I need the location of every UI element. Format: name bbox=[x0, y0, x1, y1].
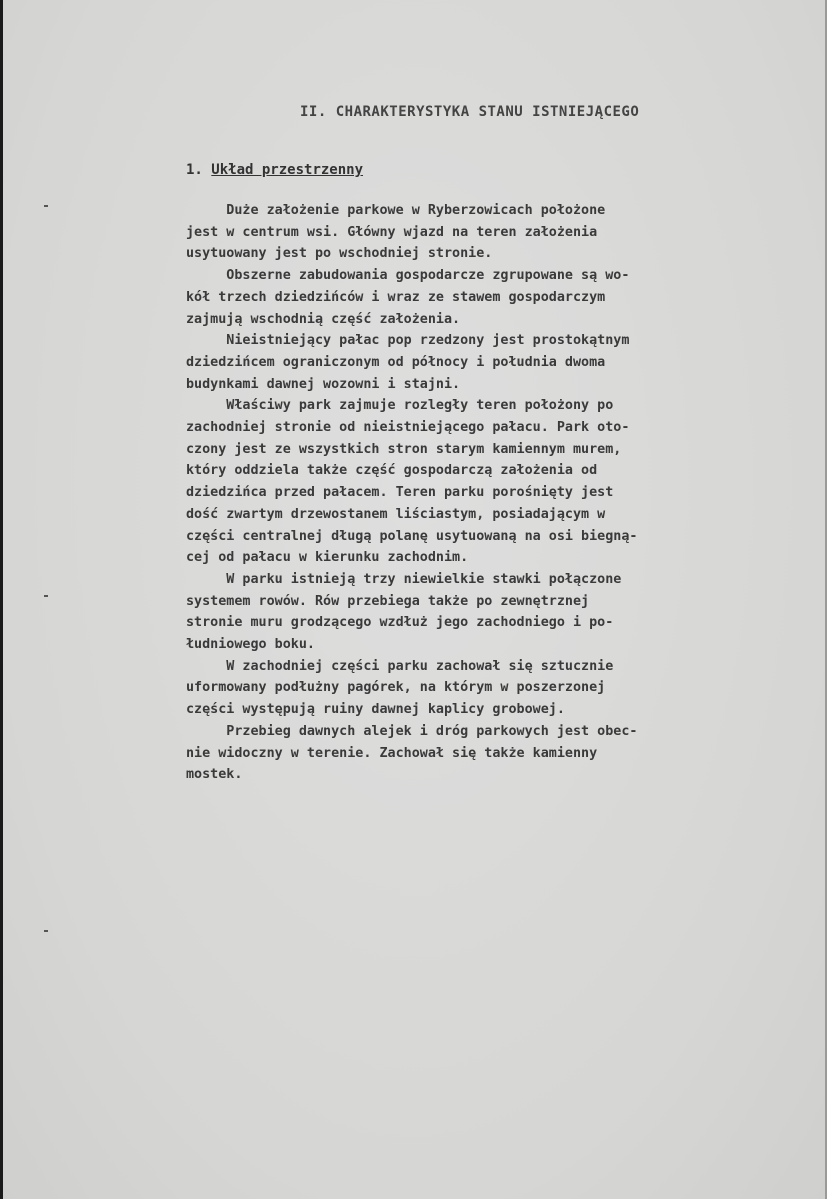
text-line: części występują ruiny dawnej kaplicy grobowej. bbox=[186, 702, 565, 718]
text-line: budynkami dawnej wozowni i stajni. bbox=[186, 376, 461, 392]
text-line: Nieistniejący pałac pop rzedzony jest prostokątnym bbox=[186, 333, 630, 349]
text-line: systemem rowów. Rów przebiega także po zewnętrznej bbox=[186, 593, 590, 609]
text-line: Przebieg dawnych alejek i dróg parkowych jest obec- bbox=[186, 723, 638, 739]
text-line: nie widoczny w terenie. Zachował się także kamienny bbox=[186, 745, 598, 761]
text-line: dość zwartym drzewostanem liściastym, posiadającym w bbox=[186, 506, 606, 522]
text-line: kół trzech dziedzińców i wraz ze stawem gospodarczym bbox=[186, 289, 606, 305]
text-line: zajmują wschodnią część założenia. bbox=[186, 311, 461, 327]
section-title-text: Układ przestrzenny bbox=[211, 162, 364, 178]
text-line: Obszerne zabudowania gospodarcze zgrupowane są wo- bbox=[186, 268, 630, 284]
margin-mark bbox=[44, 595, 48, 597]
section-title bbox=[186, 162, 363, 178]
text-line: łudniowego boku. bbox=[186, 637, 315, 653]
text-line: W parku istnieją trzy niewielkie stawki połączone bbox=[186, 571, 622, 587]
text-line: który oddziela także część gospodarczą założenia od bbox=[186, 463, 598, 479]
scan-edge-left bbox=[0, 0, 3, 1199]
text-line: dziedzińcem ograniczonym od północy i południa dwoma bbox=[186, 354, 606, 370]
margin-mark bbox=[44, 930, 48, 932]
text-line: mostek. bbox=[186, 767, 243, 783]
text-line: cej od pałacu w kierunku zachodnim. bbox=[186, 550, 469, 566]
text-line: usytuowany jest po wschodniej stronie. bbox=[186, 246, 493, 262]
text-line: Właściwy park zajmuje rozległy teren położony po bbox=[186, 398, 614, 414]
document-heading: II. CHARAKTERYSTYKA STANU ISTNIEJĄCEGO bbox=[300, 104, 640, 120]
text-line: części centralnej długą polanę usytuowaną na osi biegną- bbox=[186, 528, 638, 544]
text-line: dziedzińca przed pałacem. Teren parku porośnięty jest bbox=[186, 485, 614, 501]
text-line: stronie muru grodzącego wzdłuż jego zachodniego i po- bbox=[186, 615, 614, 631]
text-line: jest w centrum wsi. Główny wjazd na teren założenia bbox=[186, 224, 598, 240]
text-line: czony jest ze wszystkich stron starym kamiennym murem, bbox=[186, 441, 622, 457]
text-line: W zachodniej części parku zachował się sztucznie bbox=[186, 658, 614, 674]
margin-mark bbox=[44, 205, 48, 207]
text-line: zachodniej stronie od nieistniejącego pałacu. Park oto- bbox=[186, 420, 630, 436]
body-text bbox=[186, 200, 766, 786]
text-line: Duże założenie parkowe w Ryberzowicach położone bbox=[186, 203, 606, 218]
section-number: 1. bbox=[186, 162, 203, 178]
text-line: uformowany podłużny pagórek, na którym w poszerzonej bbox=[186, 680, 606, 696]
